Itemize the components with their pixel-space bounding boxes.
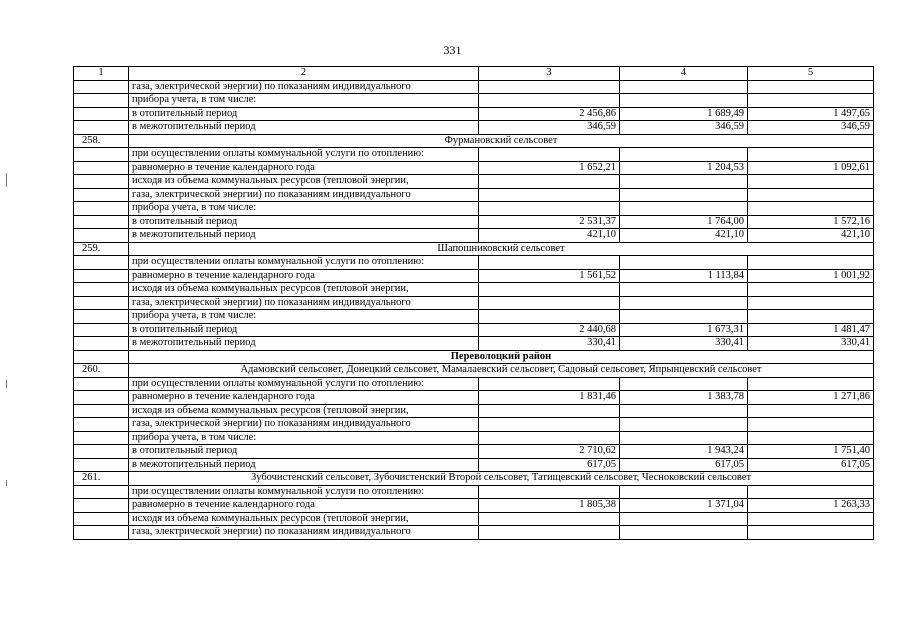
value-col3 bbox=[479, 188, 620, 202]
value-col3: 2 710,62 bbox=[479, 445, 620, 459]
value-col4: 1 383,78 bbox=[620, 391, 748, 405]
table-row bbox=[74, 350, 874, 364]
value-col3 bbox=[479, 526, 620, 540]
value-col4: 617,05 bbox=[620, 458, 748, 472]
margin-mark bbox=[6, 480, 7, 486]
row-label: в межотопительный период bbox=[129, 458, 479, 472]
row-label: прибора учета, в том числе: bbox=[129, 202, 479, 216]
value-col5 bbox=[748, 512, 874, 526]
value-col5: 346,59 bbox=[748, 121, 874, 135]
table-row bbox=[74, 94, 874, 108]
table-row bbox=[74, 242, 874, 256]
row-label: газа, электрической энергии) по показаниям индивидуального bbox=[129, 526, 479, 540]
row-number bbox=[74, 121, 129, 135]
row-label: равномерно в течение календарного года bbox=[129, 269, 479, 283]
value-col4: 1 764,00 bbox=[620, 215, 748, 229]
value-col5 bbox=[748, 377, 874, 391]
table-row bbox=[74, 188, 874, 202]
table-row bbox=[74, 296, 874, 310]
value-col3 bbox=[479, 485, 620, 499]
row-label: исходя из объема коммунальных ресурсов (тепловой энергии, bbox=[129, 175, 479, 189]
row-label: исходя из объема коммунальных ресурсов (тепловой энергии, bbox=[129, 283, 479, 297]
row-number bbox=[74, 107, 129, 121]
table-row bbox=[74, 202, 874, 216]
value-col3: 617,05 bbox=[479, 458, 620, 472]
row-label: в межотопительный период bbox=[129, 121, 479, 135]
value-col4: 1 673,31 bbox=[620, 323, 748, 337]
row-number bbox=[74, 256, 129, 270]
value-col5: 1 751,40 bbox=[748, 445, 874, 459]
value-col4 bbox=[620, 175, 748, 189]
table-row bbox=[74, 404, 874, 418]
value-col5: 1 481,47 bbox=[748, 323, 874, 337]
value-col5: 1 572,16 bbox=[748, 215, 874, 229]
value-col4 bbox=[620, 418, 748, 432]
table-row bbox=[74, 229, 874, 243]
row-number bbox=[74, 337, 129, 351]
value-col3 bbox=[479, 310, 620, 324]
row-label: в межотопительный период bbox=[129, 229, 479, 243]
value-col4 bbox=[620, 202, 748, 216]
table-row bbox=[74, 526, 874, 540]
row-number bbox=[74, 175, 129, 189]
row-number bbox=[74, 418, 129, 432]
value-col3: 2 531,37 bbox=[479, 215, 620, 229]
table-row bbox=[74, 337, 874, 351]
table-row bbox=[74, 256, 874, 270]
value-col3 bbox=[479, 80, 620, 94]
value-col4: 1 113,84 bbox=[620, 269, 748, 283]
column-header: 4 bbox=[620, 67, 748, 81]
value-col5: 421,10 bbox=[748, 229, 874, 243]
value-col3: 1 561,52 bbox=[479, 269, 620, 283]
value-col3 bbox=[479, 256, 620, 270]
row-label: в отопительный период bbox=[129, 215, 479, 229]
row-label: газа, электрической энергии) по показаниям индивидуального bbox=[129, 296, 479, 310]
table-row bbox=[74, 215, 874, 229]
value-col5: 1 271,86 bbox=[748, 391, 874, 405]
value-col3: 330,41 bbox=[479, 337, 620, 351]
value-col3: 1 652,21 bbox=[479, 161, 620, 175]
row-label: в отопительный период bbox=[129, 323, 479, 337]
value-col4 bbox=[620, 512, 748, 526]
row-number: 260. bbox=[74, 364, 129, 378]
value-col4: 1 204,53 bbox=[620, 161, 748, 175]
column-header: 1 bbox=[74, 67, 129, 81]
table-row bbox=[74, 107, 874, 121]
value-col4: 421,10 bbox=[620, 229, 748, 243]
row-number bbox=[74, 283, 129, 297]
value-col4: 1 371,04 bbox=[620, 499, 748, 513]
row-number bbox=[74, 350, 129, 364]
table-row bbox=[74, 310, 874, 324]
value-col3 bbox=[479, 175, 620, 189]
table-row bbox=[74, 134, 874, 148]
row-label: при осуществлении оплаты коммунальной услуги по отоплению: bbox=[129, 148, 479, 162]
value-col4 bbox=[620, 283, 748, 297]
value-col4 bbox=[620, 256, 748, 270]
row-number bbox=[74, 431, 129, 445]
table-row bbox=[74, 418, 874, 432]
table-row bbox=[74, 377, 874, 391]
table-row bbox=[74, 499, 874, 513]
value-col3 bbox=[479, 512, 620, 526]
row-label: при осуществлении оплаты коммунальной услуги по отоплению: bbox=[129, 256, 479, 270]
value-col5 bbox=[748, 202, 874, 216]
table-row bbox=[74, 391, 874, 405]
settlement-title: Шапошниковский сельсовет bbox=[129, 242, 874, 256]
value-col3: 1 805,38 bbox=[479, 499, 620, 513]
row-label: равномерно в течение календарного года bbox=[129, 499, 479, 513]
value-col4 bbox=[620, 94, 748, 108]
row-number: 261. bbox=[74, 472, 129, 486]
row-label: исходя из объема коммунальных ресурсов (тепловой энергии, bbox=[129, 512, 479, 526]
value-col3 bbox=[479, 94, 620, 108]
table-row bbox=[74, 121, 874, 135]
table-row bbox=[74, 323, 874, 337]
row-label: прибора учета, в том числе: bbox=[129, 431, 479, 445]
value-col5 bbox=[748, 418, 874, 432]
row-number bbox=[74, 404, 129, 418]
margin-mark bbox=[6, 380, 7, 388]
value-col5 bbox=[748, 175, 874, 189]
row-label: равномерно в течение календарного года bbox=[129, 391, 479, 405]
settlement-title: Зубочистенский сельсовет, Зубочистенский Второй сельсовет, Татищевский сельсовет, Чесноковский сельсовет bbox=[129, 472, 874, 486]
value-col4 bbox=[620, 296, 748, 310]
value-col5 bbox=[748, 256, 874, 270]
row-label: в отопительный период bbox=[129, 107, 479, 121]
row-label: при осуществлении оплаты коммунальной услуги по отоплению: bbox=[129, 377, 479, 391]
value-col4 bbox=[620, 431, 748, 445]
column-header: 5 bbox=[748, 67, 874, 81]
row-number bbox=[74, 202, 129, 216]
column-header: 2 bbox=[129, 67, 479, 81]
table-row bbox=[74, 161, 874, 175]
value-col4 bbox=[620, 80, 748, 94]
value-col5 bbox=[748, 296, 874, 310]
table-row bbox=[74, 80, 874, 94]
value-col5: 1 263,33 bbox=[748, 499, 874, 513]
value-col5 bbox=[748, 526, 874, 540]
row-label: газа, электрической энергии) по показаниям индивидуального bbox=[129, 188, 479, 202]
value-col5: 1 001,92 bbox=[748, 269, 874, 283]
table-row bbox=[74, 472, 874, 486]
value-col3 bbox=[479, 418, 620, 432]
value-col5: 617,05 bbox=[748, 458, 874, 472]
row-label: равномерно в течение календарного года bbox=[129, 161, 479, 175]
value-col5 bbox=[748, 188, 874, 202]
value-col4 bbox=[620, 485, 748, 499]
table-header-row bbox=[74, 67, 874, 81]
value-col3: 346,59 bbox=[479, 121, 620, 135]
row-label: при осуществлении оплаты коммунальной услуги по отоплению: bbox=[129, 485, 479, 499]
row-number bbox=[74, 391, 129, 405]
value-col3: 1 831,46 bbox=[479, 391, 620, 405]
value-col3 bbox=[479, 283, 620, 297]
row-number bbox=[74, 458, 129, 472]
value-col3: 2 456,86 bbox=[479, 107, 620, 121]
row-number bbox=[74, 323, 129, 337]
value-col3 bbox=[479, 202, 620, 216]
value-col5 bbox=[748, 485, 874, 499]
row-number bbox=[74, 94, 129, 108]
value-col5: 1 497,65 bbox=[748, 107, 874, 121]
value-col5: 330,41 bbox=[748, 337, 874, 351]
value-col4 bbox=[620, 404, 748, 418]
tariff-table bbox=[73, 66, 874, 540]
row-number bbox=[74, 512, 129, 526]
value-col3 bbox=[479, 404, 620, 418]
value-col4: 346,59 bbox=[620, 121, 748, 135]
region-title: Переволоцкий район bbox=[129, 350, 874, 364]
table-row bbox=[74, 485, 874, 499]
value-col4 bbox=[620, 526, 748, 540]
value-col5: 1 092,61 bbox=[748, 161, 874, 175]
value-col4: 1 943,24 bbox=[620, 445, 748, 459]
row-label: исходя из объема коммунальных ресурсов (тепловой энергии, bbox=[129, 404, 479, 418]
value-col5 bbox=[748, 310, 874, 324]
value-col4 bbox=[620, 188, 748, 202]
table-row bbox=[74, 364, 874, 378]
value-col5 bbox=[748, 404, 874, 418]
value-col3: 2 440,68 bbox=[479, 323, 620, 337]
table-row bbox=[74, 175, 874, 189]
row-number bbox=[74, 377, 129, 391]
row-number: 258. bbox=[74, 134, 129, 148]
row-label: в межотопительный период bbox=[129, 337, 479, 351]
value-col3 bbox=[479, 148, 620, 162]
page-number: 331 bbox=[443, 43, 462, 57]
column-header: 3 bbox=[479, 67, 620, 81]
value-col4 bbox=[620, 310, 748, 324]
table-row bbox=[74, 269, 874, 283]
value-col5 bbox=[748, 80, 874, 94]
table-row bbox=[74, 512, 874, 526]
row-label: прибора учета, в том числе: bbox=[129, 310, 479, 324]
row-number bbox=[74, 215, 129, 229]
table-row bbox=[74, 148, 874, 162]
row-number bbox=[74, 499, 129, 513]
value-col5 bbox=[748, 148, 874, 162]
row-label: газа, электрической энергии) по показаниям индивидуального bbox=[129, 418, 479, 432]
margin-mark bbox=[6, 173, 7, 187]
value-col3 bbox=[479, 296, 620, 310]
value-col5 bbox=[748, 431, 874, 445]
value-col5 bbox=[748, 283, 874, 297]
row-number bbox=[74, 188, 129, 202]
row-number bbox=[74, 148, 129, 162]
row-label: газа, электрической энергии) по показаниям индивидуального bbox=[129, 80, 479, 94]
value-col3: 421,10 bbox=[479, 229, 620, 243]
row-label: в отопительный период bbox=[129, 445, 479, 459]
value-col4 bbox=[620, 148, 748, 162]
row-number bbox=[74, 310, 129, 324]
row-label: прибора учета, в том числе: bbox=[129, 94, 479, 108]
row-number bbox=[74, 229, 129, 243]
row-number: 259. bbox=[74, 242, 129, 256]
table-row bbox=[74, 431, 874, 445]
value-col4 bbox=[620, 377, 748, 391]
table-row bbox=[74, 458, 874, 472]
row-number bbox=[74, 485, 129, 499]
value-col3 bbox=[479, 431, 620, 445]
row-number bbox=[74, 445, 129, 459]
table-body bbox=[74, 80, 874, 539]
settlement-title: Фурмановский сельсовет bbox=[129, 134, 874, 148]
table-row bbox=[74, 445, 874, 459]
table-row bbox=[74, 283, 874, 297]
row-number bbox=[74, 526, 129, 540]
row-number bbox=[74, 296, 129, 310]
row-number bbox=[74, 269, 129, 283]
value-col4: 330,41 bbox=[620, 337, 748, 351]
row-number bbox=[74, 161, 129, 175]
row-number bbox=[74, 80, 129, 94]
value-col5 bbox=[748, 94, 874, 108]
value-col4: 1 689,49 bbox=[620, 107, 748, 121]
value-col3 bbox=[479, 377, 620, 391]
settlement-title: Адамовский сельсовет, Донецкий сельсовет, Мамалаевский сельсовет, Садовый сельсовет, Япрынцевский сельсовет bbox=[129, 364, 874, 378]
